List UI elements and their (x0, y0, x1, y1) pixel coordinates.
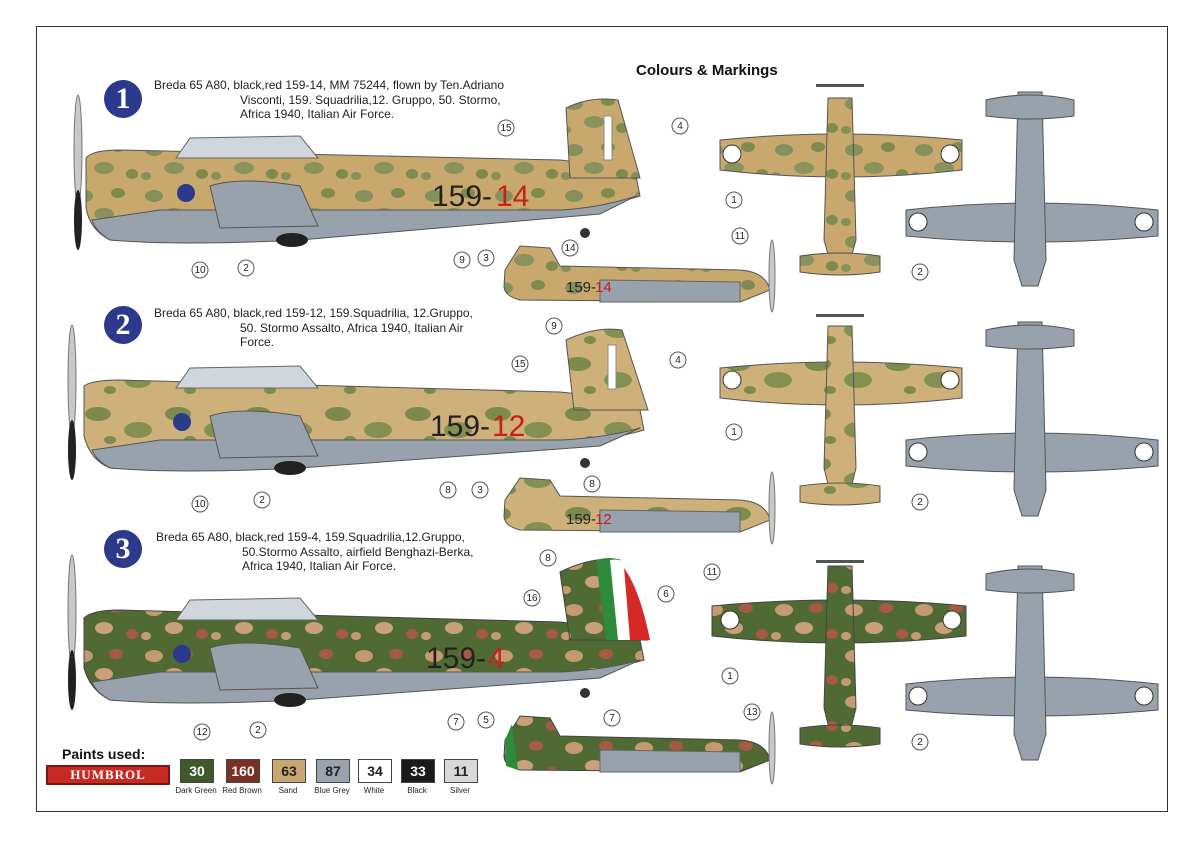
svg-text:15: 15 (500, 123, 512, 134)
scheme-1-line-3: Africa 1940, Italian Air Force. (240, 107, 395, 121)
svg-text:2: 2 (917, 737, 923, 748)
svg-text:6: 6 (663, 589, 669, 600)
svg-text:8: 8 (545, 553, 551, 564)
scheme-3-line-1: Breda 65 A80, black,red 159-4, 159.Squadrilia,12.Gruppo, (156, 530, 465, 544)
scheme-3-bottom-view (906, 566, 1158, 760)
scheme-2-badge: 2 (104, 306, 142, 344)
svg-text:16: 16 (526, 593, 538, 604)
svg-text:2: 2 (243, 263, 249, 274)
svg-text:8: 8 (589, 479, 595, 490)
paint-name: Dark Green (175, 786, 217, 795)
svg-text:1: 1 (731, 195, 737, 206)
scheme-1-side-small (504, 240, 775, 312)
svg-text:1: 1 (731, 427, 737, 438)
scheme-1-top-view (720, 84, 962, 275)
paint-chip: 87 (316, 759, 350, 783)
paints-title: Paints used: (62, 746, 146, 762)
svg-text:14: 14 (564, 243, 576, 254)
svg-text:2: 2 (255, 725, 261, 736)
paint-name: White (363, 786, 385, 795)
scheme-2-code-red: 12 (492, 410, 526, 443)
scheme-3-line-2: 50.Stormo Assalto, airfield Benghazi-Berka, (242, 544, 474, 559)
svg-text:9: 9 (459, 255, 465, 266)
svg-text:7: 7 (609, 713, 615, 724)
scheme-1-description (154, 78, 574, 122)
svg-text:5: 5 (483, 715, 489, 726)
svg-text:2: 2 (259, 495, 265, 506)
scheme-3-description (156, 530, 576, 574)
scheme-2-description (154, 306, 574, 350)
svg-text:2: 2 (917, 497, 923, 508)
paint-chip: 30 (180, 759, 214, 783)
scheme-3-code-red: 4 (488, 642, 505, 675)
svg-text:11: 11 (706, 567, 718, 578)
svg-text:2: 2 (917, 267, 923, 278)
svg-text:8: 8 (445, 485, 451, 496)
svg-text:15: 15 (514, 359, 526, 370)
svg-text:13: 13 (746, 707, 758, 718)
paint-name: Sand (278, 786, 298, 795)
scheme-2-line-3: Force. (240, 335, 275, 349)
scheme-2-line-2: 50. Stormo Assalto, Africa 1940, Italian Air (240, 320, 464, 335)
humbrol-logo: HUMBROL (46, 765, 170, 785)
svg-text:159-: 159- (566, 511, 597, 528)
svg-text:12: 12 (595, 511, 612, 528)
svg-text:3: 3 (477, 485, 483, 496)
scheme-1-badge: 1 (104, 80, 142, 118)
svg-text:14: 14 (595, 279, 612, 296)
paint-chip: 11 (444, 759, 478, 783)
scheme-1-bottom-view (906, 92, 1158, 286)
paint-name: Black (407, 786, 427, 795)
page-title: Colours & Markings (636, 62, 778, 79)
paint-chip: 63 (272, 759, 306, 783)
scheme-2-bottom-view (906, 322, 1158, 516)
scheme-1-line-2: Visconti, 159. Squadrilia,12. Gruppo, 50. Stormo, (240, 92, 501, 107)
paint-name: Blue Grey (314, 786, 350, 795)
scheme-2-code-black: 159- (430, 410, 491, 443)
paint-chip: 34 (358, 759, 392, 783)
scheme-3-side-small (504, 712, 775, 784)
scheme-1-line-1: Breda 65 A80, black,red 159-14, MM 75244, flown by Ten.Adriano (154, 78, 504, 92)
svg-text:12: 12 (196, 727, 208, 738)
scheme-2-top-view (720, 314, 962, 505)
scheme-3-code-black: 159- (426, 642, 487, 675)
svg-text:4: 4 (675, 355, 681, 366)
scheme-2-line-1: Breda 65 A80, black,red 159-12, 159.Squadrilia, 12.Gruppo, (154, 306, 473, 320)
paint-name: Silver (449, 786, 470, 795)
scheme-1-code-black: 159- (432, 180, 493, 213)
scheme-3-badge: 3 (104, 530, 142, 568)
svg-text:1: 1 (727, 671, 733, 682)
paint-chip: 160 (226, 759, 260, 783)
svg-text:9: 9 (551, 321, 557, 332)
svg-text:3: 3 (483, 253, 489, 264)
svg-text:4: 4 (677, 121, 683, 132)
scheme-3-side-profile (68, 555, 650, 710)
scheme-1-code-red: 14 (496, 180, 530, 213)
svg-text:10: 10 (194, 265, 206, 276)
paint-name: Red Brown (222, 786, 262, 795)
scheme-3-line-3: Africa 1940, Italian Air Force. (242, 559, 397, 573)
svg-text:7: 7 (453, 717, 459, 728)
paint-chip: 33 (401, 759, 435, 783)
svg-text:11: 11 (734, 231, 746, 242)
svg-text:159-: 159- (566, 279, 597, 296)
svg-text:10: 10 (194, 499, 206, 510)
